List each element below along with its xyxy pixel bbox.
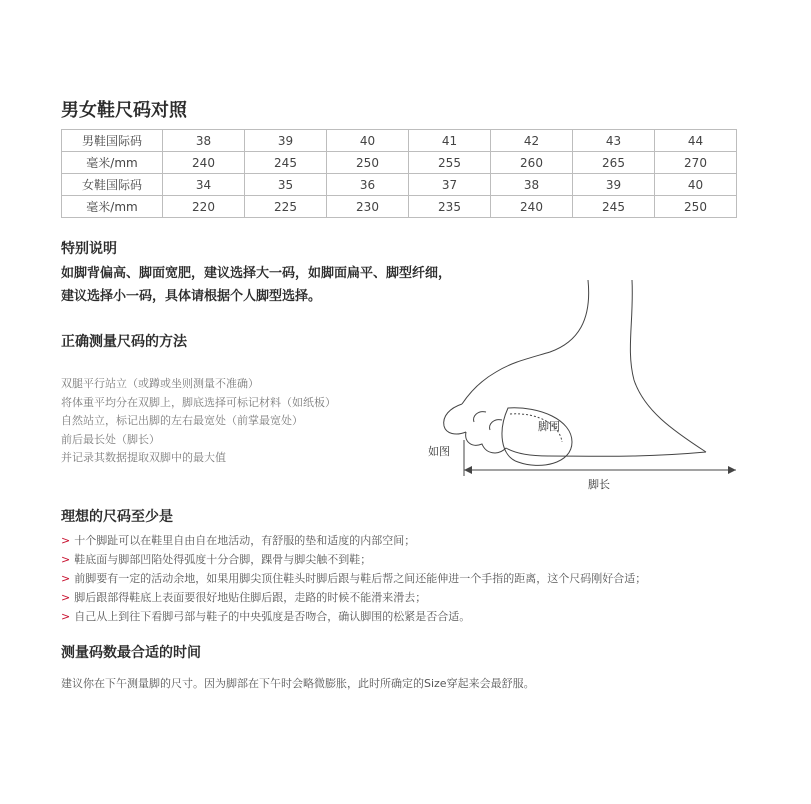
table-cell: 250 xyxy=(655,196,737,218)
size-table xyxy=(61,129,737,218)
length-label: 脚长 xyxy=(588,478,610,491)
table-cell: 265 xyxy=(573,152,655,174)
row-label: 女鞋国际码 xyxy=(62,174,163,196)
table-cell: 38 xyxy=(163,130,245,152)
table-cell: 245 xyxy=(245,152,327,174)
foot-diagram xyxy=(420,280,740,490)
table-cell: 36 xyxy=(327,174,409,196)
timing-heading: 测量码数最合适的时间 xyxy=(61,645,201,661)
foot-illustration xyxy=(420,280,740,490)
table-cell: 240 xyxy=(491,196,573,218)
figure-label: 如图 xyxy=(428,445,450,458)
list-item: > 十个脚趾可以在鞋里自由自在地活动，有舒服的垫和适度的内部空间； xyxy=(61,534,416,547)
measure-step: 前后最长处（脚长） xyxy=(61,432,160,446)
page-title: 男女鞋尺码对照 xyxy=(61,100,187,121)
table-cell: 230 xyxy=(327,196,409,218)
arrow-icon: > xyxy=(61,534,71,547)
measure-step: 并记录其数据提取双脚中的最大值 xyxy=(61,451,226,464)
table-cell: 260 xyxy=(491,152,573,174)
row-label: 毫米/mm xyxy=(62,152,163,174)
list-item: > 鞋底面与脚部凹陷处得弧度十分合脚，踝骨与脚尖触不到鞋； xyxy=(61,553,372,566)
table-cell: 255 xyxy=(409,152,491,174)
row-label: 男鞋国际码 xyxy=(62,130,163,152)
measure-step: 双腿平行站立（或蹲或坐则测量不准确） xyxy=(61,377,259,390)
table-cell: 38 xyxy=(491,174,573,196)
table-cell: 35 xyxy=(245,174,327,196)
list-item: > 自己从上到往下看脚弓部与鞋子的中央弧度是否吻合，确认脚围的松紧是否合适。 xyxy=(61,610,471,623)
table-cell: 270 xyxy=(655,152,737,174)
measure-steps xyxy=(61,375,336,468)
table-cell: 41 xyxy=(409,130,491,152)
measure-heading: 正确测量尺码的方法 xyxy=(61,334,187,350)
table-row xyxy=(62,130,737,152)
table-cell: 250 xyxy=(327,152,409,174)
circumference-label: 脚围 xyxy=(538,420,560,433)
measure-step: 自然站立，标记出脚的左右最宽处（前掌最宽处） xyxy=(61,414,303,427)
table-cell: 245 xyxy=(573,196,655,218)
list-item: > 脚后跟部得鞋底上表面要很好地贴住脚后跟，走路的时候不能滑来滑去； xyxy=(61,591,427,604)
row-label: 毫米/mm xyxy=(62,196,163,218)
table-cell: 37 xyxy=(409,174,491,196)
table-cell: 235 xyxy=(409,196,491,218)
table-row xyxy=(62,152,737,174)
list-item: > 前脚要有一定的活动余地，如果用脚尖顶住鞋头时脚后跟与鞋后帮之间还能伸进一个手指的距离，这个尺码刚好合适； xyxy=(61,572,647,585)
table-cell: 39 xyxy=(573,174,655,196)
table-cell: 40 xyxy=(655,174,737,196)
arrow-icon: > xyxy=(61,591,71,604)
ideal-heading: 理想的尺码至少是 xyxy=(61,509,173,525)
arrow-icon: > xyxy=(61,610,71,623)
special-line-2: 建议选择小一码，具体请根据个人脚型选择。 xyxy=(61,289,322,304)
table-cell: 40 xyxy=(327,130,409,152)
table-cell: 240 xyxy=(163,152,245,174)
measure-step: 将体重平均分在双脚上，脚底选择可标记材料（如纸板） xyxy=(61,395,336,409)
table-cell: 220 xyxy=(163,196,245,218)
special-heading: 特别说明 xyxy=(61,241,117,257)
table-cell: 42 xyxy=(491,130,573,152)
timing-text: 建议你在下午测量脚的尺寸。因为脚部在下午时会略微膨胀，此时所确定的Size穿起来会最舒服。 xyxy=(61,677,535,690)
table-cell: 44 xyxy=(655,130,737,152)
table-cell: 225 xyxy=(245,196,327,218)
ideal-list xyxy=(61,531,646,626)
table-row xyxy=(62,196,737,218)
table-row xyxy=(62,174,737,196)
table-cell: 39 xyxy=(245,130,327,152)
special-line-1: 如脚背偏高、脚面宽肥，建议选择大一码，如脚面扁平、脚型纤细， xyxy=(61,266,452,281)
arrow-icon: > xyxy=(61,553,71,566)
arrow-icon: > xyxy=(61,572,71,585)
table-cell: 43 xyxy=(573,130,655,152)
table-cell: 34 xyxy=(163,174,245,196)
